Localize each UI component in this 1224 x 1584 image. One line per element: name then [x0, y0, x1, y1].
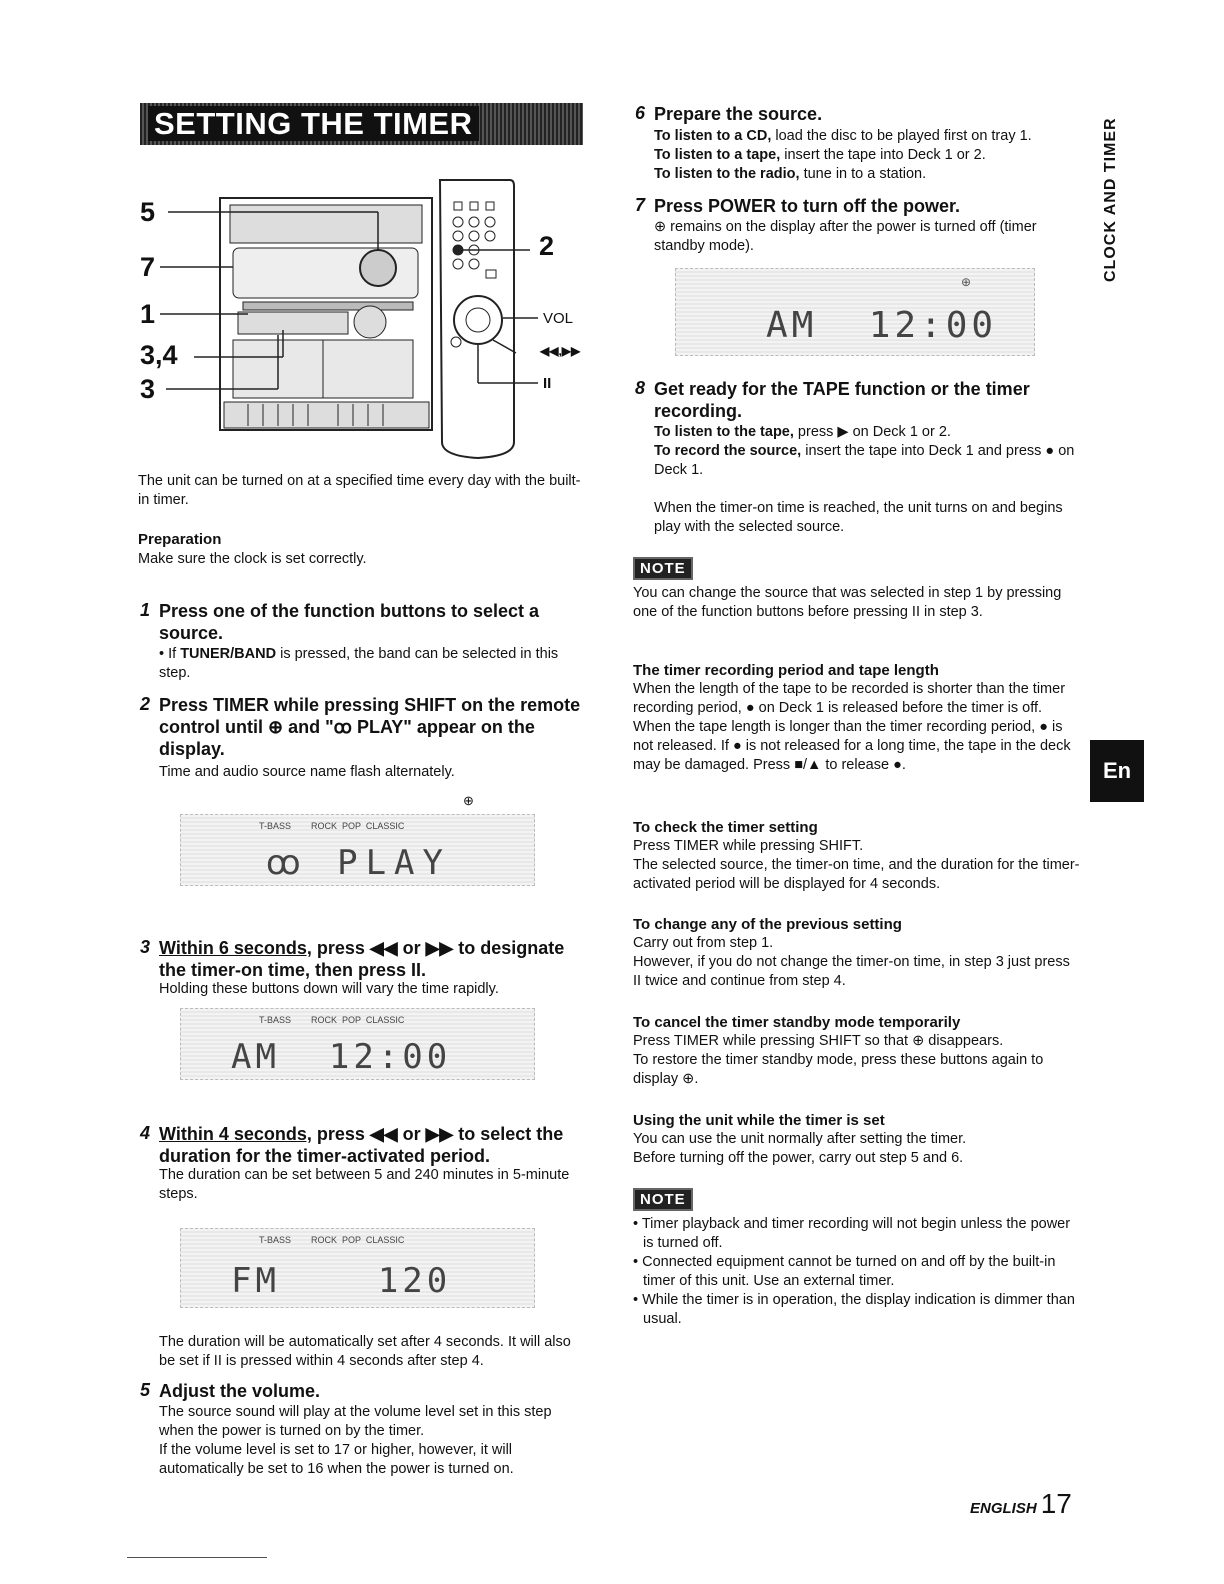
step-7-title: Press POWER to turn off the power.: [654, 196, 961, 216]
section-title: To change any of the previous setting: [633, 916, 902, 933]
lcd-display-fm: T-BASS ROCK POP CLASSIC FM 120: [180, 1228, 535, 1308]
section-banner: SETTING THE TIMER: [140, 103, 583, 145]
step-4-after: The duration will be automatically set after 4 seconds. It will also be set if II is pressed within 4 seconds after step 4.: [159, 1334, 571, 1369]
note-2-list: [633, 1215, 1081, 1329]
list-item: • While the timer is in operation, the display indication is dimmer than usual.: [633, 1292, 1075, 1327]
section-check-setting: To check the timer setting Press TIMER while pressing SHIFT. The selected source, the timer-on time, and the duration for the timer-activated period will be displayed for 4 seconds.: [633, 819, 1080, 892]
section-using-unit: Using the unit while the timer is set You can use the unit normally after setting the timer. Before turning off the power, carry out step 5 and 6.: [633, 1111, 1081, 1168]
step-6-line-2: To listen to a tape, insert the tape into Deck 1 or 2.: [654, 147, 986, 163]
callout-pause: II: [543, 375, 552, 392]
page-number: 17: [1040, 1488, 1072, 1519]
intro-text: The unit can be turned on at a specified time every day with the built-in timer.: [138, 473, 581, 508]
step-7-text: ⊕ remains on the display after the power is turned off (timer standby mode).: [654, 219, 1037, 254]
step-6-line-3: To listen to the radio, tune in to a station.: [654, 166, 927, 182]
note-badge-2: NOTE: [633, 1188, 693, 1211]
language-tab: En: [1090, 740, 1144, 802]
section-title: The timer recording period and tape length: [633, 662, 939, 679]
step-5-text-2: If the volume level is set to 17 or higher, however, it will automatically be set to 16 when the power is turned on.: [159, 1442, 514, 1477]
step-8-number: 8: [635, 378, 646, 398]
callout-3: 3: [140, 374, 156, 404]
stereo-illustration: [138, 170, 588, 462]
step-1-title: Press one of the function buttons to select a source.: [159, 601, 540, 643]
step-3-text: Holding these buttons down will vary the time rapidly.: [159, 981, 499, 997]
chapter-tab: CLOCK AND TIMER: [1102, 117, 1119, 283]
step-4-number: 4: [140, 1123, 151, 1143]
step-5-title: Adjust the volume.: [159, 1381, 321, 1401]
step-6-line-1: To listen to a CD, load the disc to be played first on tray 1.: [654, 128, 1032, 144]
step-4-title: Within 4 seconds, press ◀◀ or ▶▶ to select the duration for the timer-activated period.: [159, 1124, 564, 1166]
step-7-number: 7: [635, 195, 646, 215]
preparation-text: Make sure the clock is set correctly.: [138, 551, 367, 567]
stereo-remote-diagram: [138, 170, 588, 462]
section-title: To check the timer setting: [633, 819, 818, 836]
section-title: To cancel the timer standby mode temporarily: [633, 1014, 961, 1031]
step-1-number: 1: [140, 600, 151, 620]
section-tape-length: The timer recording period and tape length When the length of the tape to be recorded is shorter than the timer recording period, ● on Deck 1 is released before the timer is off. When the tape length is longer than the timer recording period, ● is not released. If ● is not released for a long time, the tape in the deck may be damaged. Press ■/▲ to release ●.: [633, 661, 1081, 775]
list-item: • Connected equipment cannot be turned on and off by the built-in timer of this unit. Use an external timer.: [633, 1254, 1056, 1289]
step-5-number: 5: [140, 1380, 151, 1400]
section-cancel-standby: To cancel the timer standby mode temporarily Press TIMER while pressing SHIFT so that ⊕ disappears. To restore the timer standby mode, press these buttons again to display ⊕.: [633, 1013, 1081, 1089]
section-title: Using the unit while the timer is set: [633, 1112, 885, 1129]
step-2-title: Press TIMER while pressing SHIFT on the remote control until ⊕ and "ꝏ PLAY" appear on the display.: [159, 695, 581, 759]
callout-7: 7: [140, 252, 156, 282]
step-6-title: Prepare the source.: [654, 104, 823, 124]
lcd-display-play: [180, 814, 535, 886]
page-footer: ENGLISH 17: [970, 1488, 1072, 1519]
callout-vol: VOL: [543, 310, 574, 327]
section-change-setting: To change any of the previous setting Carry out from step 1. However, if you do not change the timer-on time, in step 3 just press II twice and continue from step 4.: [633, 915, 1081, 991]
step-6-number: 6: [635, 103, 646, 123]
callout-3-4: 3,4: [140, 340, 178, 370]
lcd-timer-symbol: ⊕: [463, 793, 474, 808]
callout-2: 2: [539, 231, 555, 261]
step-1-bullet: • If TUNER/BAND is pressed, the band can be selected in this step.: [159, 646, 559, 681]
step-8-line-1: To listen to the tape, press ▶ on Deck 1 or 2.: [654, 424, 951, 440]
list-item: • Timer playback and timer recording will not begin unless the power is turned off.: [633, 1216, 1071, 1251]
bottom-rule: [127, 1557, 267, 1558]
step-2-number: 2: [140, 694, 151, 714]
step-8-title: Get ready for the TAPE function or the timer recording.: [654, 379, 1030, 421]
preparation-title: Preparation: [138, 531, 222, 548]
lcd-digits: ꝏ PLAY: [266, 843, 451, 883]
step-5-text-1: The source sound will play at the volume level set in this step when the power is turned on by the timer.: [159, 1404, 552, 1439]
lcd-labels: T-BASS ROCK POP CLASSIC: [259, 821, 405, 831]
note-badge-1: NOTE: [633, 557, 693, 580]
callout-5: 5: [140, 197, 156, 227]
note-1-text: You can change the source that was selected in step 1 by pressing one of the function buttons before pressing II in step 3.: [633, 585, 1062, 620]
lcd-display-am: T-BASS ROCK POP CLASSIC AM 12:00: [180, 1008, 535, 1080]
step-3-title: Within 6 seconds, press ◀◀ or ▶▶ to designate the timer-on time, then press II.: [159, 938, 565, 980]
lcd-display-standby: ⊕ AM 12:00: [675, 268, 1035, 356]
step-2-text: Time and audio source name flash alternately.: [159, 764, 455, 780]
callout-1: 1: [140, 299, 156, 329]
step-8-after: When the timer-on time is reached, the unit turns on and begins play with the selected source.: [654, 500, 1063, 535]
step-4-text: The duration can be set between 5 and 240 minutes in 5-minute steps.: [159, 1167, 570, 1202]
step-8-line-2: To record the source, insert the tape into Deck 1 and press ● on Deck 1.: [654, 443, 1075, 478]
callout-skip: ◀◀,▶▶: [540, 344, 581, 358]
step-3-number: 3: [140, 937, 151, 957]
